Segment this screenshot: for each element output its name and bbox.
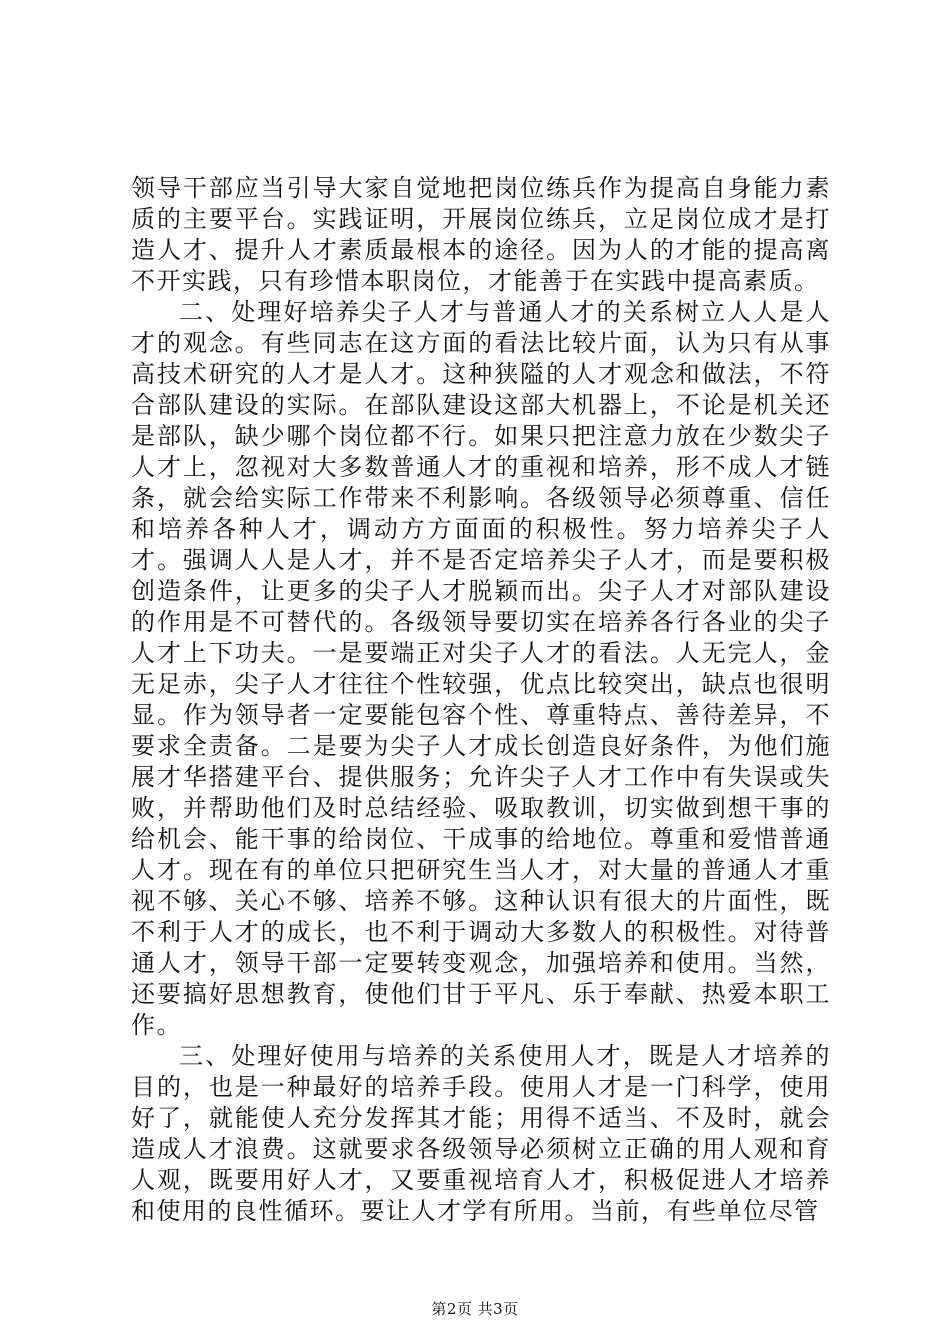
page-footer: 第2页 共3页 — [431, 1300, 519, 1318]
paragraph-3: 三、处理好使用与培养的关系使用人才，既是人才培养的目的，也是一种最好的培养手段。使用人才是一门科学，使用好了，就能使人充分发挥其才能；用得不适当、不及时，就会造成人才浪费。这就要求各级领导必须树立正确的用人观和育人观，既要用好人才，又要重视培育人才，积极促进人才培养和使用的良性循环。要让人才学有所用。当前，有些单位尽管 — [131, 1042, 831, 1225]
paragraph-1: 领导干部应当引导大家自觉地把岗位练兵作为提高自身能力素质的主要平台。实践证明，开展岗位练兵，立足岗位成才是打造人才、提升人才素质最根本的途径。因为人的才能的提高离不开实践，只有珍惜本职岗位，才能善于在实践中提高素质。 — [131, 174, 831, 295]
paragraph-2: 二、处理好培养尖子人才与普通人才的关系树立人人是人才的观念。有些同志在这方面的看法比较片面，认为只有从事高技术研究的人才是人才。这种狭隘的人才观念和做法，不符合部队建设的实际。在部队建设这部大机器上，不论是机关还是部队，缺少哪个岗位都不行。如果只把注意力放在少数尖子人才上，忽视对大多数普通人才的重视和培养，形不成人才链条，就会给实际工作带来不利影响。各级领导必须尊重、信任和培养各种人才，调动方方面面的积极性。努力培养尖子人才。强调人人是人才，并不是否定培养尖子人才，而是要积极创造条件，让更多的尖子人才脱颖而出。尖子人才对部队建设的作用是不可替代的。各级领导要切实在培养各行各业的尖子人才上下功夫。一是要端正对尖子人才的看法。人无完人，金无足赤，尖子人才往往个性较强，优点比较突出，缺点也很明显。作为领导者一定要能包容个性、尊重特点、善待差异，不要求全责备。二是要为尖子人才成长创造良好条件，为他们施展才华搭建平台、提供服务；允许尖子人才工作中有失误或失败，并帮助他们及时总结经验、吸取教训，切实做到想干事的给机会、能干事的给岗位、干成事的给地位。尊重和爱惜普通人才。现在有的单位只把研究生当人才，对大量的普通人才重视不够、关心不够、培养不够。这种认识有很大的片面性，既不利于人才的成长，也不利于调动大多数人的积极性。对待普通人才，领导干部一定要转变观念，加强培养和使用。当然，还要搞好思想教育，使他们甘于平凡、乐于奉献、热爱本职工作。 — [131, 298, 831, 1039]
document-body — [131, 173, 831, 1227]
